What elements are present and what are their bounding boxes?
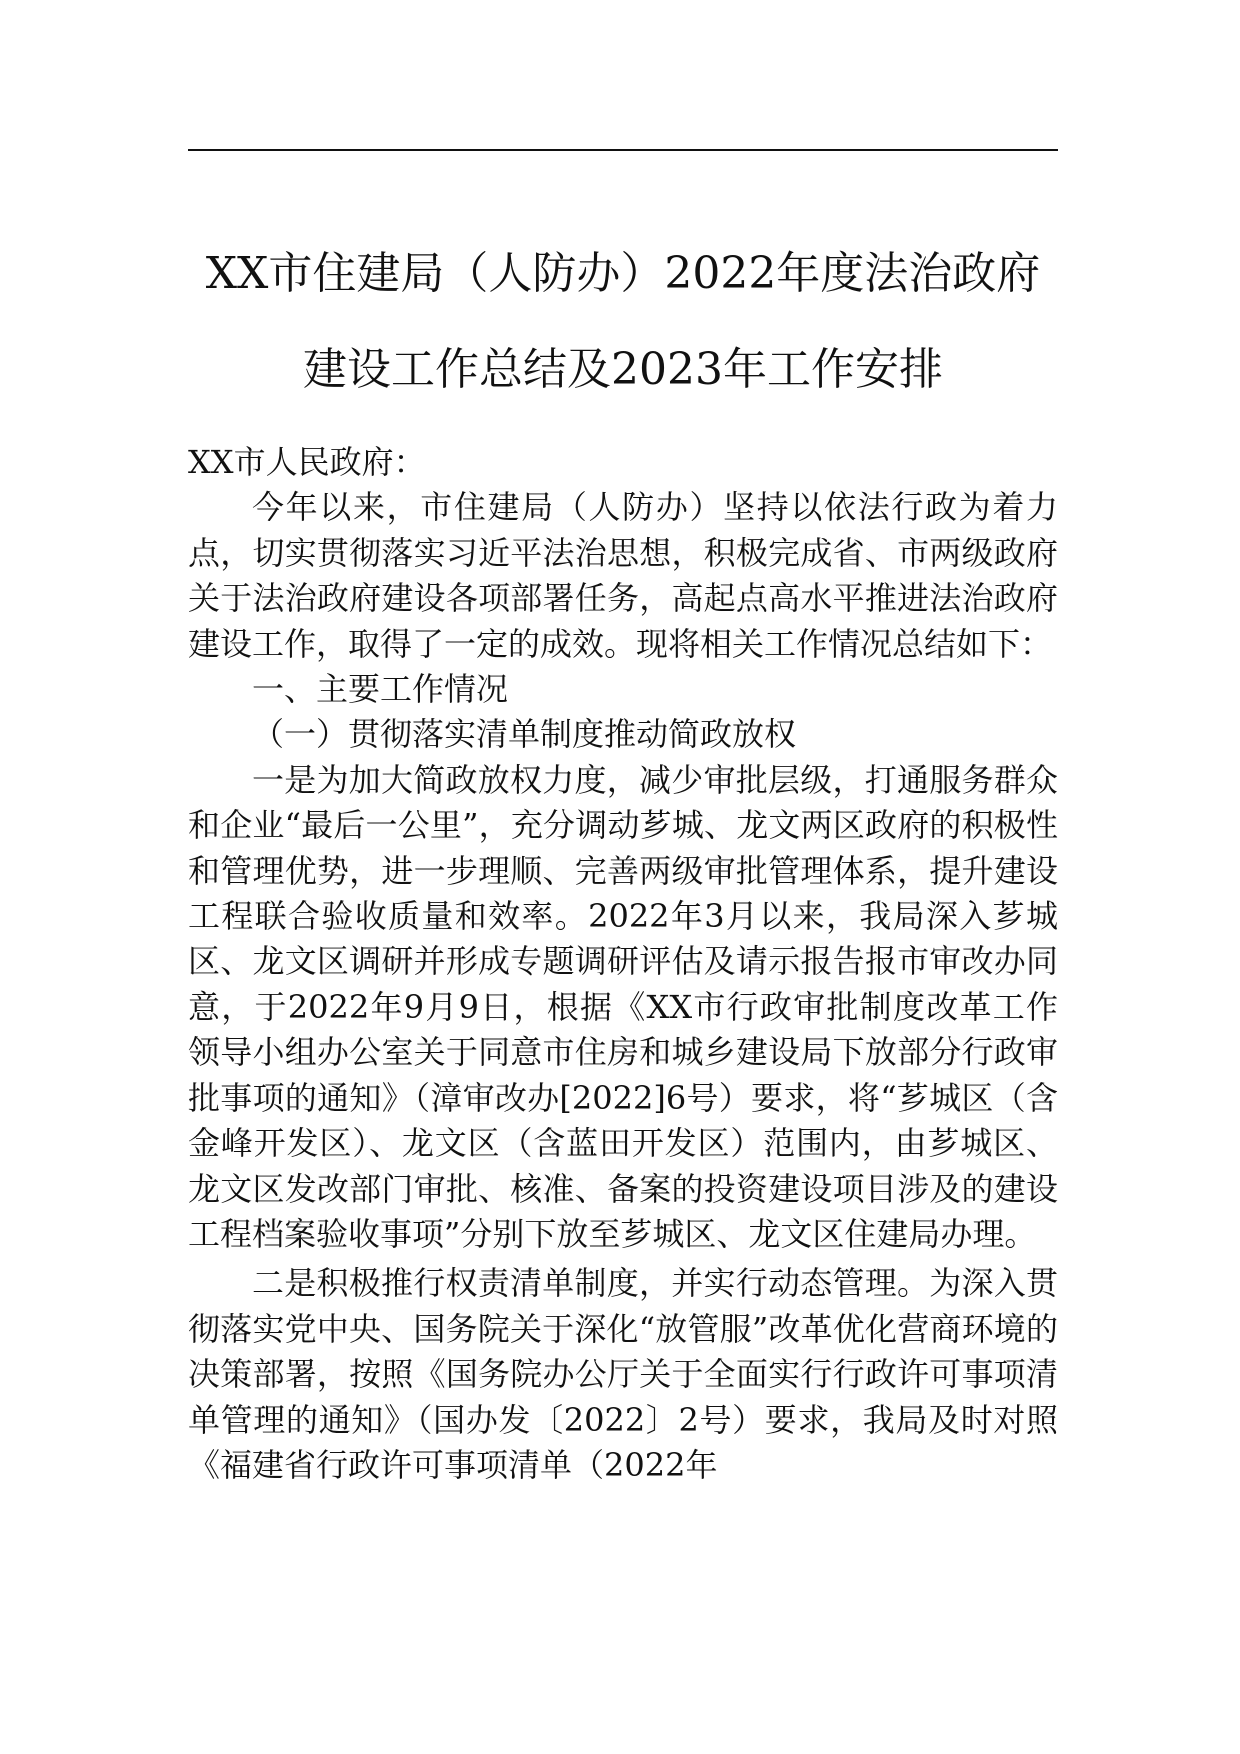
document-title (188, 226, 1058, 418)
title-line-2: 建设工作总结及2023年工作安排 (303, 344, 943, 395)
document-body (188, 440, 1058, 1488)
body-paragraph-1: 一是为加大简政放权力度，减少审批层级，打通服务群众和企业“最后一公里”，充分调动芗城、龙文两区政府的积极性和管理优势，进一步理顺、完善两级审批管理体系，提升建设工程联合验收质量和效率。2022年3月以来，我局深入芗城区、龙文区调研并形成专题调研评估及请示报告报市审改办同意，于2022年9月9日，根据《XX市行政审批制度改革工作领导小组办公室关于同意市住房和城乡建设局下放部分行政审批事项的通知》（漳审改办[2022]6号）要求，将“芗城区（含金峰开发区）、龙文区（含蓝田开发区）范围内，由芗城区、龙文区发改部门审批、核准、备案的投资建设项目涉及的建设工程档案验收事项”分别下放至芗城区、龙文区住建局办理。 (188, 760, 1058, 1253)
title-line-1: XX市住建局（人防办）2022年度法治政府 (205, 248, 1041, 299)
subsection-heading: （一）贯彻落实清单制度推动简政放权 (252, 715, 797, 754)
body-paragraph-2: 二是积极推行权责清单制度，并实行动态管理。为深入贯彻落实党中央、国务院关于深化“放管服”改革优化营商环境的决策部署，按照《国务院办公厅关于全面实行行政许可事项清单管理的通知》（国办发〔2022〕2号）要求，我局及时对照《福建省行政许可事项清单（2022年 (188, 1264, 1058, 1484)
header-rule (188, 149, 1058, 151)
salutation: XX市人民政府： (188, 443, 426, 481)
intro-paragraph: 今年以来，市住建局（人防办）坚持以依法行政为着力点，切实贯彻落实习近平法治思想，积极完成省、市两级政府关于法治政府建设各项部署任务，高起点高水平推进法治政府建设工作，取得了一定的成效。现将相关工作情况总结如下： (188, 488, 1058, 663)
section-heading: 一、主要工作情况 (252, 670, 509, 709)
